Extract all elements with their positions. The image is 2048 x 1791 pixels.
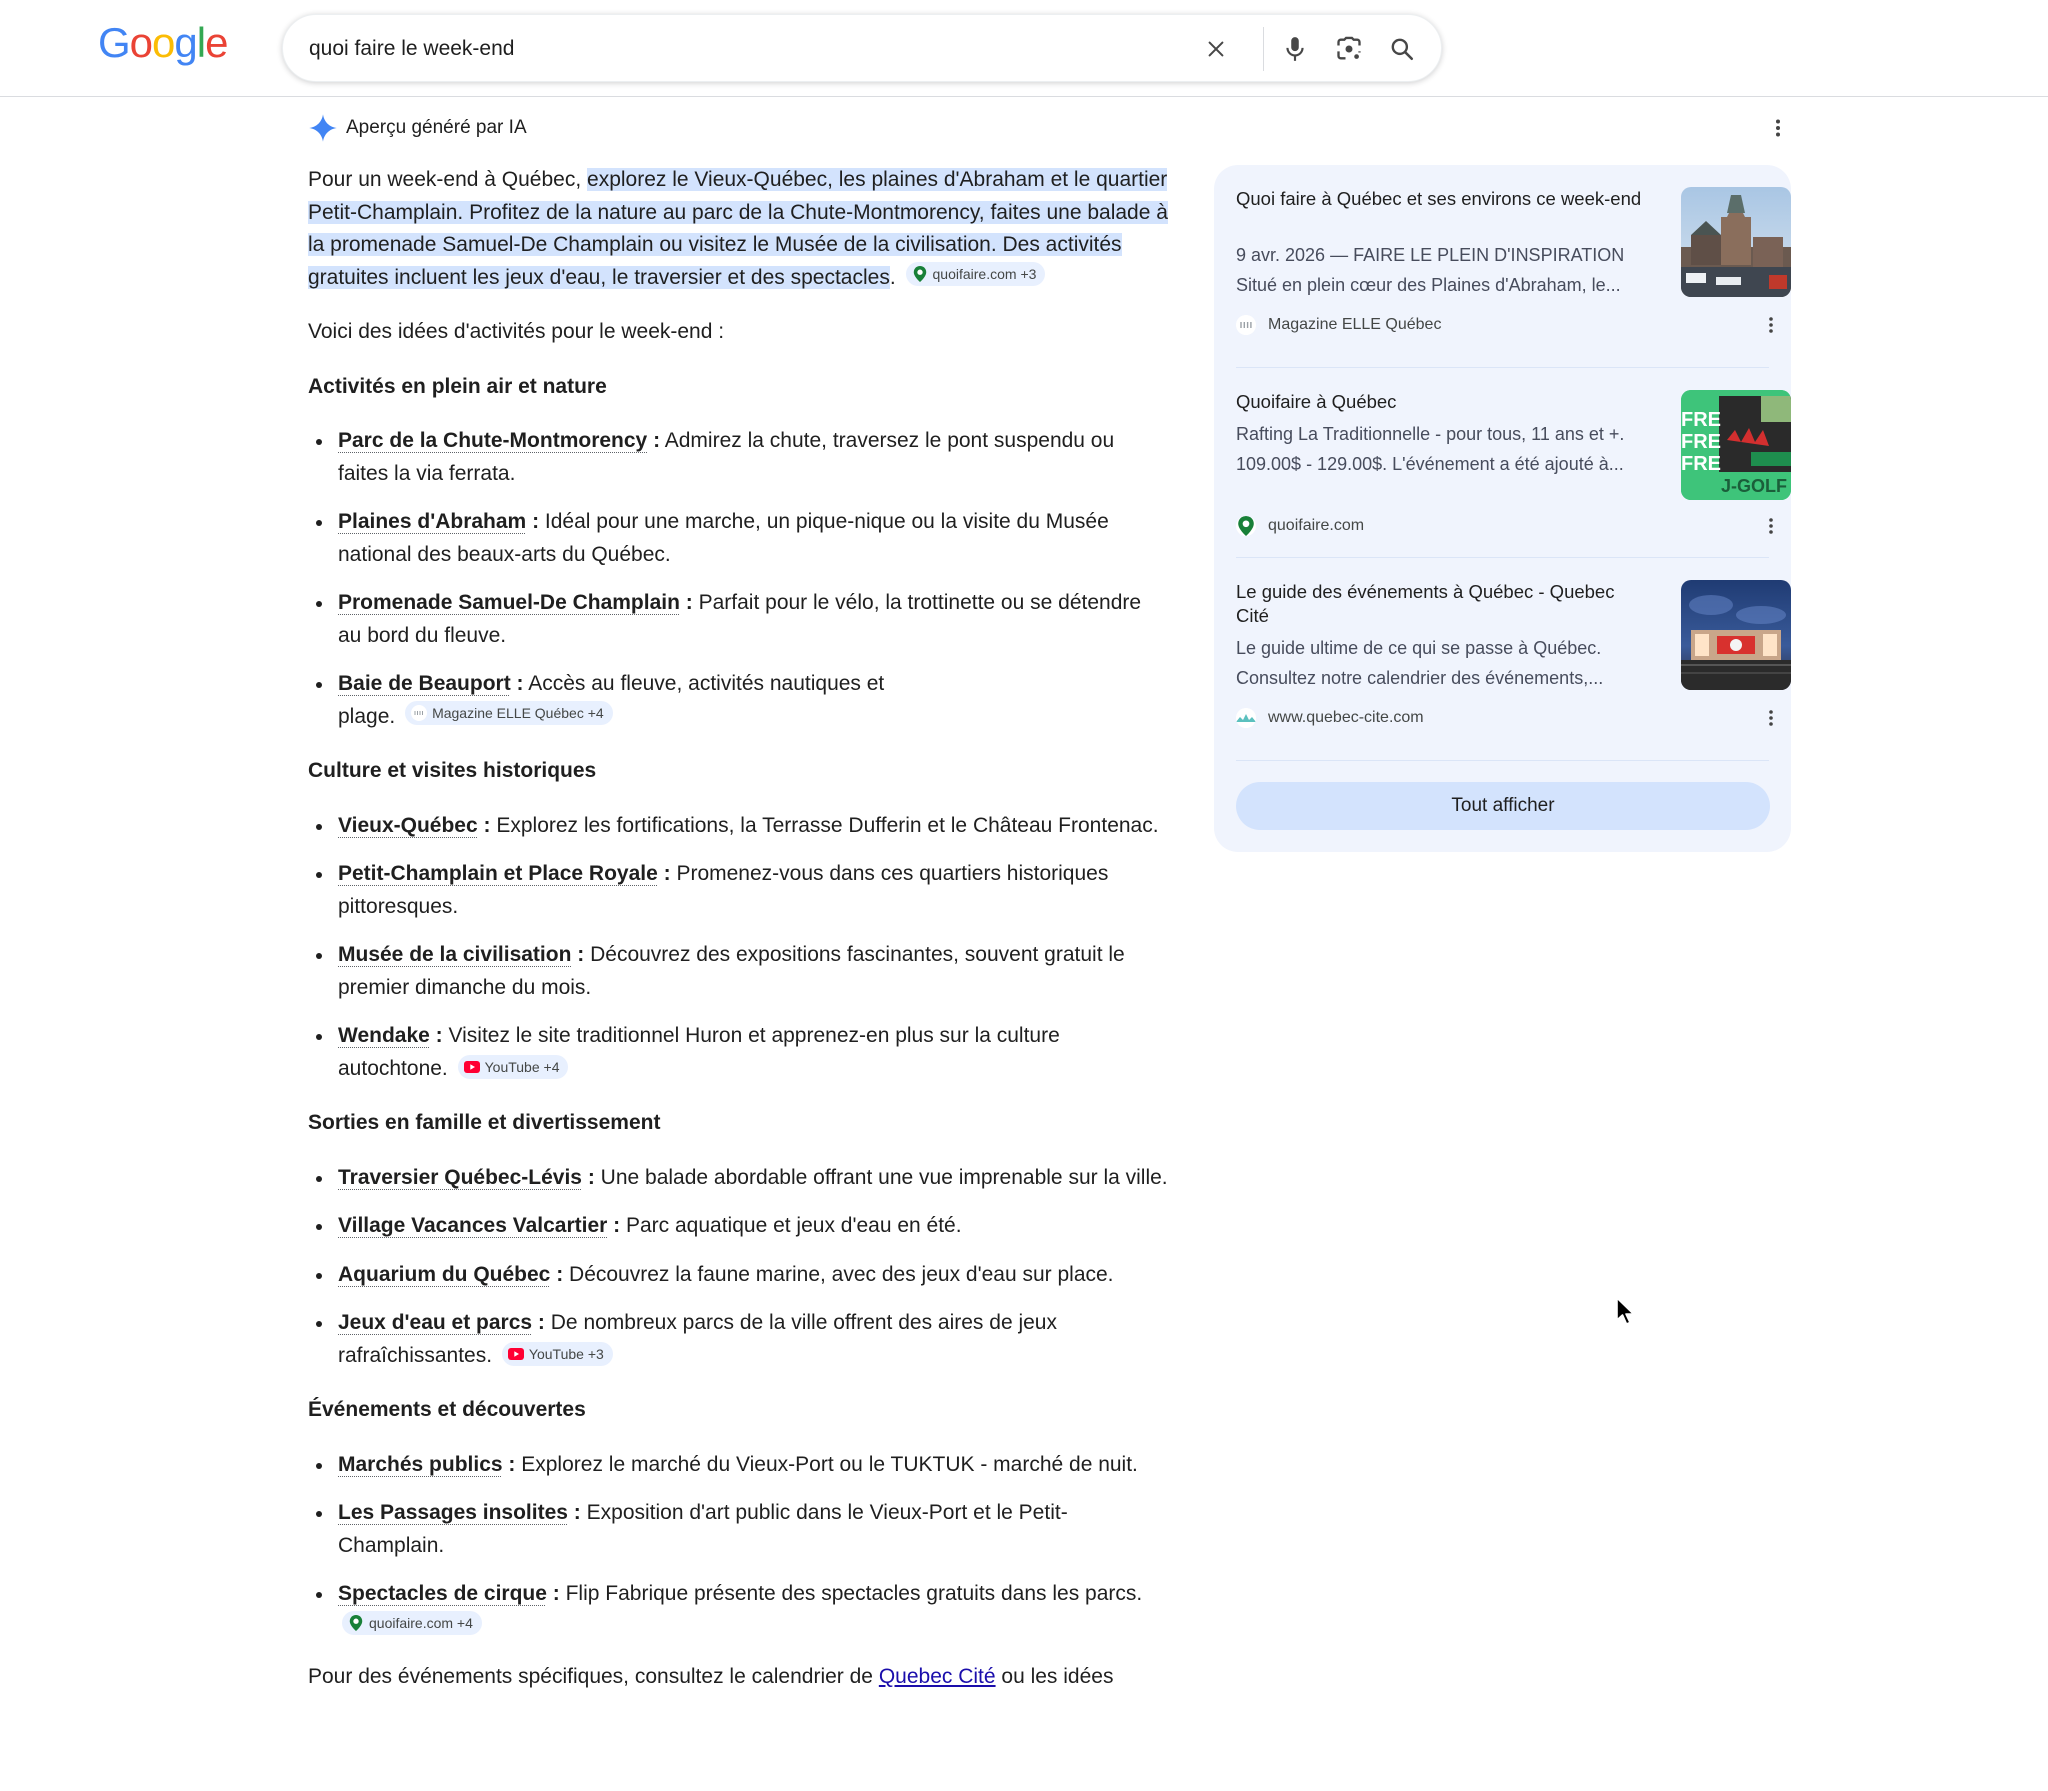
highlighted-text: explorez le Vieux-Québec, les plaines d'Abraham et le quartier Petit-Champlain. Profitez de la nature au parc de la Chute-Montmorency, faites une balade à la promenade Samuel-De Champlain ou visitez le Musée de la civilisation. Des activités gratuites incluent les jeux d'eau, le traversier et des spectacles <box>308 168 1168 289</box>
search-icon[interactable] <box>1385 32 1419 66</box>
source-title[interactable]: Le guide des événements à Québec - Quebec Cité <box>1236 581 1615 626</box>
location-pin-icon <box>1236 516 1256 536</box>
item-text: Parc aquatique et jeux d'eau en été. <box>625 1214 962 1237</box>
footer-text: Pour des événements spécifiques, consultez le calendrier de <box>308 1665 879 1688</box>
list-item <box>308 1210 1168 1243</box>
intro-suffix: . <box>889 265 896 289</box>
item-text: Exposition d'art public dans le Vieux-Port et le Petit-Champlain. <box>338 1501 1068 1557</box>
colon: : <box>502 1452 516 1476</box>
item-text: Parfait pour le vélo, la trottinette ou se détendre au bord du fleuve. <box>338 591 1142 647</box>
chip-label: YouTube +3 <box>528 1345 604 1362</box>
svg-text:FRE: FRE <box>1681 431 1721 453</box>
section-title: Activités en plein air et nature <box>308 374 607 398</box>
concert-stage-image[interactable] <box>1681 580 1791 690</box>
item-text: Promenez-vous dans ces quartiers historiques pittoresques. <box>338 862 1109 918</box>
search-input[interactable] <box>309 15 1159 83</box>
intro-paragraph <box>308 164 1168 294</box>
term-link[interactable]: Musée de la civilisation <box>338 943 572 966</box>
list-item <box>308 425 1168 490</box>
item-text: Idéal pour une marche, un pique-nique ou la visite du Musée national des beaux-arts du Québec. <box>338 510 1109 566</box>
chip-label: Magazine ELLE Québec +4 <box>432 704 604 721</box>
intro-text: Pour un week-end à Québec, <box>308 168 588 191</box>
list-item <box>308 858 1168 923</box>
colon: : <box>546 1582 560 1605</box>
item-text: Explorez le marché du Vieux-Port ou le TUKTUK - marché de nuit. <box>521 1452 1138 1476</box>
item-text: De nombreux parcs de la ville offrent des aires de jeux rafraîchissantes. <box>338 1311 1057 1367</box>
item-text: Flip Fabrique présente des spectacles gratuits dans les parcs. <box>565 1582 1143 1605</box>
colon: : <box>581 1165 595 1189</box>
list-item <box>308 506 1168 571</box>
microphone-icon[interactable] <box>1278 32 1312 66</box>
logo-letter: g <box>174 19 197 66</box>
list-item <box>308 1307 1168 1372</box>
site-name: www.quebec-cite.com <box>1268 709 1424 726</box>
colon: : <box>679 591 693 614</box>
more-options-icon[interactable] <box>1759 706 1783 730</box>
term-link[interactable]: Aquarium du Québec <box>338 1262 551 1286</box>
ai-sparkle-icon <box>308 113 338 143</box>
divider <box>1236 760 1769 761</box>
section-title: Événements et découvertes <box>308 1398 586 1421</box>
logo-letter: o <box>129 19 153 66</box>
site-name: quoifaire.com <box>1268 517 1365 534</box>
list-item <box>308 1020 1168 1085</box>
list-item <box>308 1497 1168 1562</box>
section-title: Sorties en famille et divertissement <box>308 1111 661 1134</box>
colon: : <box>571 943 585 966</box>
activity-list <box>308 810 1168 1086</box>
source-snippet: Consultez notre calendrier des événements,... <box>1236 668 1604 688</box>
colon: : <box>532 1311 545 1334</box>
source-snippet: 109.00$ - 129.00$. L'événement a été ajouté à... <box>1236 454 1624 474</box>
citation-chip[interactable] <box>458 1055 569 1079</box>
show-all-button[interactable]: Tout afficher <box>1236 782 1770 830</box>
chip-label: quoifaire.com +3 <box>932 265 1037 282</box>
source-card[interactable] <box>1236 187 1769 337</box>
source-snippet: 9 avr. 2026 — FAIRE LE PLEIN D'INSPIRATION <box>1236 245 1625 265</box>
header <box>0 0 2048 97</box>
list-item <box>308 1259 1168 1292</box>
section-title: Culture et visites historiques <box>308 759 597 782</box>
citation-chip[interactable] <box>405 701 613 725</box>
source-snippet: Situé en plein cœur des Plaines d'Abraham, le... <box>1236 275 1621 295</box>
svg-text:FRE: FRE <box>1681 453 1721 475</box>
svg-text:FRE: FRE <box>1681 409 1721 431</box>
chip-label: quoifaire.com +4 <box>369 1614 473 1631</box>
search-box <box>282 14 1442 82</box>
mouse-cursor-icon <box>1615 1296 1637 1330</box>
colon: : <box>477 813 491 837</box>
colon: : <box>607 1214 621 1237</box>
lead-text: Voici des idées d'activités pour le week-end : <box>308 320 725 343</box>
term-link[interactable]: Traversier Québec-Lévis <box>338 1165 582 1189</box>
sources-panel <box>1214 165 1791 852</box>
activity-list <box>308 1449 1168 1644</box>
colon: : <box>647 429 661 452</box>
term-link[interactable]: Village Vacances Valcartier <box>338 1214 608 1237</box>
item-text: Accès au fleuve, activités nautiques et plage. <box>338 672 885 728</box>
term-link[interactable]: Vieux-Québec <box>338 813 478 837</box>
location-pin-icon <box>912 266 928 282</box>
item-text: Admirez la chute, traversez le pont suspendu ou faites la via ferrata. <box>338 429 1115 485</box>
term-link[interactable]: Promenade Samuel-De Champlain <box>338 591 680 614</box>
term-link[interactable]: Marchés publics <box>338 1452 503 1476</box>
google-logo[interactable] <box>98 19 228 66</box>
colon: : <box>567 1501 581 1524</box>
term-link[interactable]: Parc de la Chute-Montmorency <box>338 429 648 452</box>
ai-overview-label: Aperçu généré par IA <box>346 117 527 138</box>
source-site[interactable] <box>1236 313 1441 337</box>
list-item <box>308 587 1168 652</box>
ai-overview-content <box>308 164 1168 1716</box>
logo-letter: o <box>152 19 175 66</box>
source-site[interactable] <box>1236 514 1364 538</box>
term-link[interactable]: Spectacles de cirque <box>338 1582 547 1605</box>
logo-letter: e <box>205 19 228 66</box>
term-link[interactable]: Petit-Champlain et Place Royale <box>338 862 658 885</box>
source-card[interactable] <box>1236 580 1769 730</box>
site-name: Magazine ELLE Québec <box>1268 316 1442 333</box>
youtube-icon <box>508 1346 524 1362</box>
colon: : <box>657 862 671 885</box>
chip-label: YouTube +4 <box>484 1058 560 1075</box>
source-title[interactable]: Quoi faire à Québec et ses environs ce week-end <box>1236 188 1642 209</box>
term-link[interactable]: Baie de Beauport <box>338 672 511 695</box>
logo-letter: l <box>196 19 206 66</box>
term-link[interactable]: Les Passages insolites <box>338 1501 568 1524</box>
divider <box>1236 557 1769 558</box>
item-text: Découvrez des expositions fascinantes, souvent gratuit le premier dimanche du mois. <box>338 943 1125 999</box>
source-title[interactable]: Quoifaire à Québec <box>1236 391 1397 412</box>
more-options-icon[interactable] <box>1759 514 1783 538</box>
list-item <box>308 1449 1168 1482</box>
colon: : <box>510 672 524 695</box>
elle-favicon-icon <box>411 705 427 721</box>
elle-favicon-icon <box>1236 315 1256 335</box>
quebec-cite-link[interactable]: Quebec Cité <box>878 1665 996 1688</box>
citation-chip[interactable] <box>502 1342 613 1366</box>
colon: : <box>526 510 540 533</box>
quebec-cite-favicon-icon <box>1236 708 1256 728</box>
list-item <box>308 810 1168 843</box>
location-pin-icon <box>348 1615 364 1631</box>
search-divider <box>1263 27 1264 71</box>
ai-overview-header <box>308 112 527 144</box>
term-link[interactable]: Jeux d'eau et parcs <box>338 1311 533 1334</box>
svg-text:J-GOLF: J-GOLF <box>1721 476 1787 496</box>
item-text: Explorez les fortifications, la Terrasse Dufferin et le Château Frontenac. <box>496 813 1159 837</box>
footer-suffix: ou les idées <box>995 1665 1114 1688</box>
activity-list <box>308 425 1168 733</box>
footer-paragraph <box>308 1661 1168 1694</box>
source-card[interactable] <box>1236 390 1787 540</box>
source-snippet: Le guide ultime de ce qui se passe à Québec. <box>1236 638 1602 658</box>
source-site[interactable] <box>1236 706 1424 730</box>
item-text: Une balade abordable offrant une vue imprenable sur la ville. <box>600 1165 1168 1189</box>
colon: : <box>550 1262 564 1286</box>
lens-icon[interactable] <box>1332 32 1366 66</box>
youtube-icon <box>464 1059 480 1075</box>
j-golf-promo-image[interactable] <box>1681 390 1791 500</box>
logo-letter: G <box>98 19 130 66</box>
more-options-icon[interactable] <box>1759 313 1783 337</box>
item-text: Découvrez la faune marine, avec des jeux d'eau sur place. <box>569 1262 1114 1286</box>
more-options-icon[interactable] <box>1766 116 1790 140</box>
clear-icon[interactable] <box>1199 32 1233 66</box>
list-item <box>308 1162 1168 1195</box>
term-link[interactable]: Plaines d'Abraham <box>338 510 527 533</box>
citation-chip[interactable] <box>342 1611 482 1635</box>
term-link[interactable]: Wendake <box>338 1024 430 1047</box>
list-item <box>308 1578 1168 1643</box>
colon: : <box>429 1024 443 1047</box>
item-text: Visitez le site traditionnel Huron et apprenez-en plus sur la culture autochtone. <box>338 1024 1060 1080</box>
list-item <box>308 668 1168 733</box>
citation-chip[interactable] <box>906 262 1046 286</box>
chateau-frontenac-image[interactable] <box>1681 187 1791 297</box>
list-item <box>308 939 1168 1004</box>
source-snippet: Rafting La Traditionnelle - pour tous, 11 ans et +. <box>1236 424 1625 444</box>
activity-list <box>308 1162 1168 1373</box>
divider <box>1236 367 1769 368</box>
